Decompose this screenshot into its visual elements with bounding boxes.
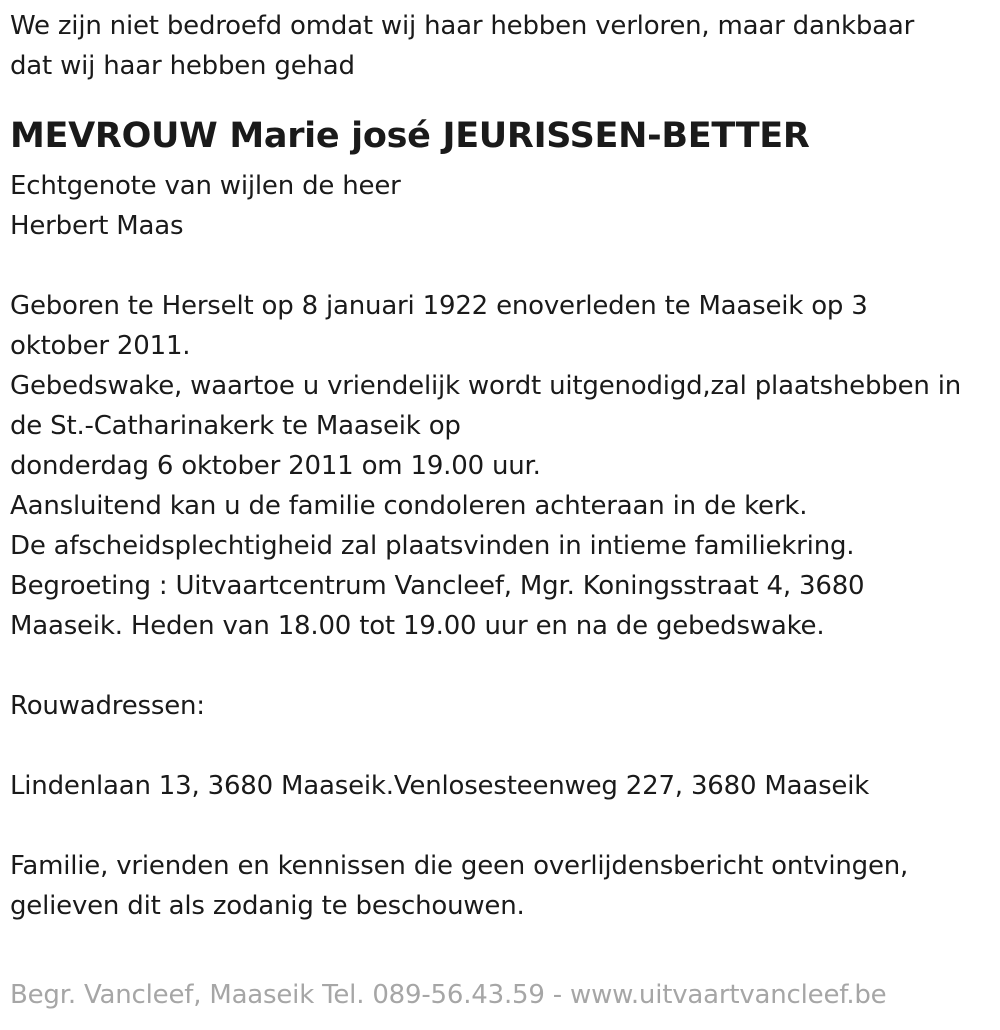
obituary-document	[10, 6, 995, 926]
announcement-line: De afscheidsplechtigheid zal plaatsvinden in intieme familiekring.	[10, 531, 855, 561]
announcement-line: Geboren te Herselt op 8 januari 1922 enoverleden te Maaseik op 3	[10, 291, 868, 321]
announcement-line: de St.-Catharinakerk te Maaseik op	[10, 411, 461, 441]
spouse-line-2: Herbert Maas	[10, 211, 184, 241]
spacer	[10, 726, 995, 766]
closing-line-2: gelieven dit als zodanig te beschouwen.	[10, 891, 525, 921]
quote-line-2: dat wij haar hebben gehad	[10, 51, 355, 81]
announcement-line: Gebedswake, waartoe u vriendelijk wordt uitgenodigd,zal plaatshebben in	[10, 371, 962, 401]
announcement-line: Begroeting : Uitvaartcentrum Vancleef, Mgr. Koningsstraat 4, 3680	[10, 571, 865, 601]
spacer	[10, 246, 995, 286]
addresses-heading: Rouwadressen:	[10, 691, 205, 721]
addresses-line: Lindenlaan 13, 3680 Maaseik.Venlosesteenweg 227, 3680 Maaseik	[10, 771, 870, 801]
spacer	[10, 806, 995, 846]
footer-credit: Begr. Vancleef, Maaseik Tel. 089-56.43.59 - www.uitvaartvancleef.be	[10, 980, 887, 1010]
closing-line-1: Familie, vrienden en kennissen die geen overlijdensbericht ontvingen,	[10, 851, 909, 881]
spouse-line-1: Echtgenote van wijlen de heer	[10, 171, 401, 201]
announcement-line: Aansluitend kan u de familie condoleren achteraan in de kerk.	[10, 491, 808, 521]
announcement-line: Maaseik. Heden van 18.00 tot 19.00 uur en na de gebedswake.	[10, 611, 825, 641]
announcement-line: donderdag 6 oktober 2011 om 19.00 uur.	[10, 451, 541, 481]
announcement-line: oktober 2011.	[10, 331, 191, 361]
spacer	[10, 646, 995, 686]
quote-line-1: We zijn niet bedroefd omdat wij haar hebben verloren, maar dankbaar	[10, 11, 915, 41]
deceased-name: MEVROUW Marie josé JEURISSEN-BETTER	[10, 116, 810, 156]
